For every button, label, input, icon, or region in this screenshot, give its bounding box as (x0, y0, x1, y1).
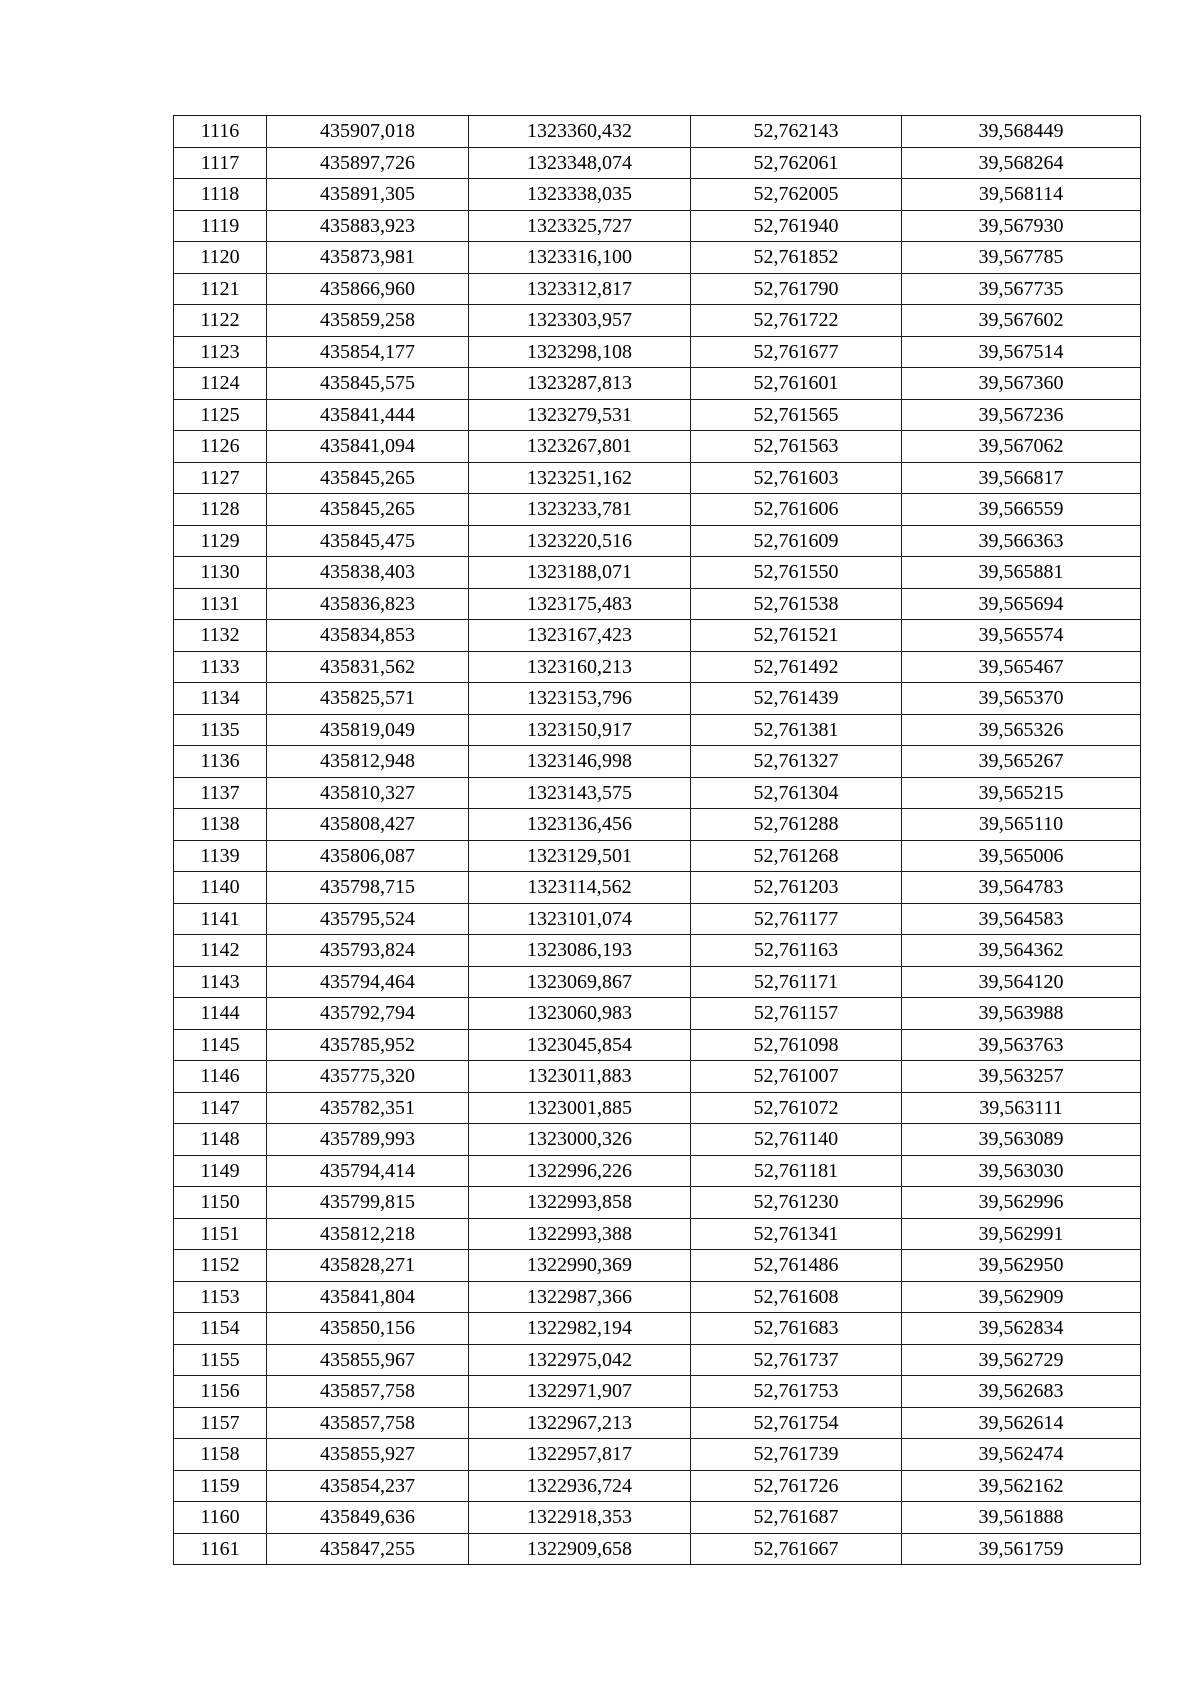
x-coordinate-cell: 435855,927 (267, 1439, 469, 1471)
longitude-cell: 39,562474 (902, 1439, 1141, 1471)
latitude-cell: 52,761609 (691, 525, 902, 557)
latitude-cell: 52,761565 (691, 399, 902, 431)
x-coordinate-cell: 435785,952 (267, 1029, 469, 1061)
y-coordinate-cell: 1322957,817 (469, 1439, 691, 1471)
point-number-cell: 1135 (174, 714, 267, 746)
table-row (174, 714, 1141, 746)
point-number-cell: 1142 (174, 935, 267, 967)
x-coordinate-cell: 435828,271 (267, 1250, 469, 1282)
y-coordinate-cell: 1322993,388 (469, 1218, 691, 1250)
x-coordinate-cell: 435845,475 (267, 525, 469, 557)
longitude-cell: 39,562614 (902, 1407, 1141, 1439)
x-coordinate-cell: 435849,636 (267, 1502, 469, 1534)
point-number-cell: 1128 (174, 494, 267, 526)
longitude-cell: 39,563030 (902, 1155, 1141, 1187)
y-coordinate-cell: 1323114,562 (469, 872, 691, 904)
y-coordinate-cell: 1323316,100 (469, 242, 691, 274)
table-row (174, 872, 1141, 904)
y-coordinate-cell: 1322996,226 (469, 1155, 691, 1187)
table-row (174, 399, 1141, 431)
longitude-cell: 39,564583 (902, 903, 1141, 935)
longitude-cell: 39,562950 (902, 1250, 1141, 1282)
point-number-cell: 1131 (174, 588, 267, 620)
y-coordinate-cell: 1323348,074 (469, 147, 691, 179)
latitude-cell: 52,761722 (691, 305, 902, 337)
longitude-cell: 39,562909 (902, 1281, 1141, 1313)
table-row (174, 683, 1141, 715)
x-coordinate-cell: 435836,823 (267, 588, 469, 620)
point-number-cell: 1147 (174, 1092, 267, 1124)
x-coordinate-cell: 435834,853 (267, 620, 469, 652)
x-coordinate-cell: 435819,049 (267, 714, 469, 746)
y-coordinate-cell: 1323045,854 (469, 1029, 691, 1061)
latitude-cell: 52,761603 (691, 462, 902, 494)
point-number-cell: 1127 (174, 462, 267, 494)
table-row (174, 431, 1141, 463)
x-coordinate-cell: 435873,981 (267, 242, 469, 274)
x-coordinate-cell: 435782,351 (267, 1092, 469, 1124)
y-coordinate-cell: 1323011,883 (469, 1061, 691, 1093)
x-coordinate-cell: 435854,237 (267, 1470, 469, 1502)
point-number-cell: 1117 (174, 147, 267, 179)
longitude-cell: 39,563111 (902, 1092, 1141, 1124)
table-row (174, 1344, 1141, 1376)
table-row (174, 242, 1141, 274)
longitude-cell: 39,567735 (902, 273, 1141, 305)
latitude-cell: 52,761439 (691, 683, 902, 715)
table-row (174, 525, 1141, 557)
table-row (174, 305, 1141, 337)
latitude-cell: 52,761753 (691, 1376, 902, 1408)
latitude-cell: 52,761550 (691, 557, 902, 589)
table-row (174, 1407, 1141, 1439)
point-number-cell: 1149 (174, 1155, 267, 1187)
table-row (174, 336, 1141, 368)
point-number-cell: 1145 (174, 1029, 267, 1061)
latitude-cell: 52,761538 (691, 588, 902, 620)
point-number-cell: 1154 (174, 1313, 267, 1345)
y-coordinate-cell: 1323000,326 (469, 1124, 691, 1156)
y-coordinate-cell: 1323143,575 (469, 777, 691, 809)
longitude-cell: 39,564362 (902, 935, 1141, 967)
point-number-cell: 1120 (174, 242, 267, 274)
latitude-cell: 52,761072 (691, 1092, 902, 1124)
longitude-cell: 39,567785 (902, 242, 1141, 274)
point-number-cell: 1158 (174, 1439, 267, 1471)
longitude-cell: 39,564120 (902, 966, 1141, 998)
longitude-cell: 39,563988 (902, 998, 1141, 1030)
latitude-cell: 52,762005 (691, 179, 902, 211)
x-coordinate-cell: 435845,575 (267, 368, 469, 400)
longitude-cell: 39,563089 (902, 1124, 1141, 1156)
x-coordinate-cell: 435866,960 (267, 273, 469, 305)
table-row (174, 903, 1141, 935)
longitude-cell: 39,565110 (902, 809, 1141, 841)
point-number-cell: 1134 (174, 683, 267, 715)
latitude-cell: 52,761381 (691, 714, 902, 746)
y-coordinate-cell: 1323129,501 (469, 840, 691, 872)
latitude-cell: 52,761492 (691, 651, 902, 683)
longitude-cell: 39,565370 (902, 683, 1141, 715)
longitude-cell: 39,567062 (902, 431, 1141, 463)
point-number-cell: 1133 (174, 651, 267, 683)
table-row (174, 840, 1141, 872)
table-row (174, 651, 1141, 683)
table-row (174, 1313, 1141, 1345)
x-coordinate-cell: 435795,524 (267, 903, 469, 935)
longitude-cell: 39,562683 (902, 1376, 1141, 1408)
point-number-cell: 1124 (174, 368, 267, 400)
y-coordinate-cell: 1323060,983 (469, 998, 691, 1030)
y-coordinate-cell: 1322975,042 (469, 1344, 691, 1376)
x-coordinate-cell: 435794,414 (267, 1155, 469, 1187)
point-number-cell: 1156 (174, 1376, 267, 1408)
latitude-cell: 52,761608 (691, 1281, 902, 1313)
longitude-cell: 39,563257 (902, 1061, 1141, 1093)
y-coordinate-cell: 1322918,353 (469, 1502, 691, 1534)
longitude-cell: 39,562991 (902, 1218, 1141, 1250)
y-coordinate-cell: 1323303,957 (469, 305, 691, 337)
latitude-cell: 52,761288 (691, 809, 902, 841)
x-coordinate-cell: 435838,403 (267, 557, 469, 589)
longitude-cell: 39,565267 (902, 746, 1141, 778)
y-coordinate-cell: 1322971,907 (469, 1376, 691, 1408)
longitude-cell: 39,567236 (902, 399, 1141, 431)
table-row (174, 116, 1141, 148)
longitude-cell: 39,566363 (902, 525, 1141, 557)
x-coordinate-cell: 435810,327 (267, 777, 469, 809)
table-row (174, 588, 1141, 620)
latitude-cell: 52,761852 (691, 242, 902, 274)
latitude-cell: 52,761754 (691, 1407, 902, 1439)
x-coordinate-cell: 435855,967 (267, 1344, 469, 1376)
x-coordinate-cell: 435854,177 (267, 336, 469, 368)
y-coordinate-cell: 1323287,813 (469, 368, 691, 400)
table-row (174, 620, 1141, 652)
table-row (174, 1124, 1141, 1156)
latitude-cell: 52,761940 (691, 210, 902, 242)
latitude-cell: 52,761341 (691, 1218, 902, 1250)
x-coordinate-cell: 435798,715 (267, 872, 469, 904)
longitude-cell: 39,565215 (902, 777, 1141, 809)
y-coordinate-cell: 1323267,801 (469, 431, 691, 463)
x-coordinate-cell: 435859,258 (267, 305, 469, 337)
point-number-cell: 1151 (174, 1218, 267, 1250)
point-number-cell: 1157 (174, 1407, 267, 1439)
x-coordinate-cell: 435793,824 (267, 935, 469, 967)
point-number-cell: 1136 (174, 746, 267, 778)
longitude-cell: 39,565694 (902, 588, 1141, 620)
y-coordinate-cell: 1323325,727 (469, 210, 691, 242)
latitude-cell: 52,761486 (691, 1250, 902, 1282)
table-row (174, 998, 1141, 1030)
y-coordinate-cell: 1323167,423 (469, 620, 691, 652)
x-coordinate-cell: 435897,726 (267, 147, 469, 179)
x-coordinate-cell: 435857,758 (267, 1376, 469, 1408)
x-coordinate-cell: 435850,156 (267, 1313, 469, 1345)
latitude-cell: 52,761327 (691, 746, 902, 778)
longitude-cell: 39,562834 (902, 1313, 1141, 1345)
point-number-cell: 1146 (174, 1061, 267, 1093)
latitude-cell: 52,761140 (691, 1124, 902, 1156)
longitude-cell: 39,568114 (902, 179, 1141, 211)
x-coordinate-cell: 435794,464 (267, 966, 469, 998)
latitude-cell: 52,761601 (691, 368, 902, 400)
longitude-cell: 39,566559 (902, 494, 1141, 526)
table-row (174, 1376, 1141, 1408)
latitude-cell: 52,761521 (691, 620, 902, 652)
latitude-cell: 52,762143 (691, 116, 902, 148)
x-coordinate-cell: 435831,562 (267, 651, 469, 683)
latitude-cell: 52,761563 (691, 431, 902, 463)
point-number-cell: 1137 (174, 777, 267, 809)
longitude-cell: 39,562162 (902, 1470, 1141, 1502)
y-coordinate-cell: 1323086,193 (469, 935, 691, 967)
point-number-cell: 1153 (174, 1281, 267, 1313)
x-coordinate-cell: 435847,255 (267, 1533, 469, 1565)
table-row (174, 273, 1141, 305)
latitude-cell: 52,761157 (691, 998, 902, 1030)
table-row (174, 809, 1141, 841)
y-coordinate-cell: 1323160,213 (469, 651, 691, 683)
y-coordinate-cell: 1323220,516 (469, 525, 691, 557)
latitude-cell: 52,761683 (691, 1313, 902, 1345)
latitude-cell: 52,761098 (691, 1029, 902, 1061)
point-number-cell: 1125 (174, 399, 267, 431)
y-coordinate-cell: 1323153,796 (469, 683, 691, 715)
latitude-cell: 52,761304 (691, 777, 902, 809)
latitude-cell: 52,761268 (691, 840, 902, 872)
x-coordinate-cell: 435907,018 (267, 116, 469, 148)
latitude-cell: 52,761737 (691, 1344, 902, 1376)
point-number-cell: 1121 (174, 273, 267, 305)
coordinates-table (173, 115, 1141, 1565)
table-row (174, 494, 1141, 526)
point-number-cell: 1123 (174, 336, 267, 368)
y-coordinate-cell: 1323188,071 (469, 557, 691, 589)
x-coordinate-cell: 435841,444 (267, 399, 469, 431)
table-row (174, 746, 1141, 778)
x-coordinate-cell: 435857,758 (267, 1407, 469, 1439)
x-coordinate-cell: 435806,087 (267, 840, 469, 872)
point-number-cell: 1122 (174, 305, 267, 337)
x-coordinate-cell: 435841,804 (267, 1281, 469, 1313)
x-coordinate-cell: 435883,923 (267, 210, 469, 242)
latitude-cell: 52,761177 (691, 903, 902, 935)
y-coordinate-cell: 1323175,483 (469, 588, 691, 620)
longitude-cell: 39,565881 (902, 557, 1141, 589)
y-coordinate-cell: 1323001,885 (469, 1092, 691, 1124)
point-number-cell: 1140 (174, 872, 267, 904)
point-number-cell: 1141 (174, 903, 267, 935)
point-number-cell: 1116 (174, 116, 267, 148)
y-coordinate-cell: 1323360,432 (469, 116, 691, 148)
table-row (174, 1502, 1141, 1534)
table-row (174, 777, 1141, 809)
longitude-cell: 39,561888 (902, 1502, 1141, 1534)
latitude-cell: 52,761007 (691, 1061, 902, 1093)
x-coordinate-cell: 435808,427 (267, 809, 469, 841)
point-number-cell: 1129 (174, 525, 267, 557)
point-number-cell: 1159 (174, 1470, 267, 1502)
longitude-cell: 39,562729 (902, 1344, 1141, 1376)
point-number-cell: 1130 (174, 557, 267, 589)
table-row (174, 557, 1141, 589)
longitude-cell: 39,565006 (902, 840, 1141, 872)
y-coordinate-cell: 1322967,213 (469, 1407, 691, 1439)
coordinates-table-body (174, 116, 1141, 1565)
x-coordinate-cell: 435789,993 (267, 1124, 469, 1156)
point-number-cell: 1148 (174, 1124, 267, 1156)
x-coordinate-cell: 435775,320 (267, 1061, 469, 1093)
latitude-cell: 52,762061 (691, 147, 902, 179)
y-coordinate-cell: 1323279,531 (469, 399, 691, 431)
point-number-cell: 1138 (174, 809, 267, 841)
longitude-cell: 39,568264 (902, 147, 1141, 179)
longitude-cell: 39,563763 (902, 1029, 1141, 1061)
x-coordinate-cell: 435792,794 (267, 998, 469, 1030)
y-coordinate-cell: 1323150,917 (469, 714, 691, 746)
x-coordinate-cell: 435845,265 (267, 462, 469, 494)
y-coordinate-cell: 1323101,074 (469, 903, 691, 935)
point-number-cell: 1161 (174, 1533, 267, 1565)
y-coordinate-cell: 1322909,658 (469, 1533, 691, 1565)
table-row (174, 1092, 1141, 1124)
point-number-cell: 1132 (174, 620, 267, 652)
y-coordinate-cell: 1322936,724 (469, 1470, 691, 1502)
x-coordinate-cell: 435825,571 (267, 683, 469, 715)
point-number-cell: 1144 (174, 998, 267, 1030)
longitude-cell: 39,567930 (902, 210, 1141, 242)
y-coordinate-cell: 1323069,867 (469, 966, 691, 998)
latitude-cell: 52,761667 (691, 1533, 902, 1565)
table-row (174, 1439, 1141, 1471)
longitude-cell: 39,561759 (902, 1533, 1141, 1565)
table-row (174, 1155, 1141, 1187)
x-coordinate-cell: 435845,265 (267, 494, 469, 526)
table-row (174, 210, 1141, 242)
latitude-cell: 52,761739 (691, 1439, 902, 1471)
y-coordinate-cell: 1322987,366 (469, 1281, 691, 1313)
y-coordinate-cell: 1323251,162 (469, 462, 691, 494)
x-coordinate-cell: 435812,948 (267, 746, 469, 778)
table-row (174, 1250, 1141, 1282)
table-row (174, 935, 1141, 967)
table-row (174, 1533, 1141, 1565)
point-number-cell: 1155 (174, 1344, 267, 1376)
longitude-cell: 39,566817 (902, 462, 1141, 494)
longitude-cell: 39,565467 (902, 651, 1141, 683)
point-number-cell: 1118 (174, 179, 267, 211)
table-row (174, 1281, 1141, 1313)
y-coordinate-cell: 1322993,858 (469, 1187, 691, 1219)
table-row (174, 147, 1141, 179)
longitude-cell: 39,567602 (902, 305, 1141, 337)
y-coordinate-cell: 1323233,781 (469, 494, 691, 526)
point-number-cell: 1126 (174, 431, 267, 463)
point-number-cell: 1160 (174, 1502, 267, 1534)
y-coordinate-cell: 1322990,369 (469, 1250, 691, 1282)
point-number-cell: 1139 (174, 840, 267, 872)
latitude-cell: 52,761687 (691, 1502, 902, 1534)
y-coordinate-cell: 1323136,456 (469, 809, 691, 841)
x-coordinate-cell: 435799,815 (267, 1187, 469, 1219)
x-coordinate-cell: 435891,305 (267, 179, 469, 211)
longitude-cell: 39,567514 (902, 336, 1141, 368)
latitude-cell: 52,761606 (691, 494, 902, 526)
table-row (174, 966, 1141, 998)
table-row (174, 462, 1141, 494)
longitude-cell: 39,564783 (902, 872, 1141, 904)
longitude-cell: 39,567360 (902, 368, 1141, 400)
longitude-cell: 39,562996 (902, 1187, 1141, 1219)
table-row (174, 1218, 1141, 1250)
longitude-cell: 39,568449 (902, 116, 1141, 148)
y-coordinate-cell: 1322982,194 (469, 1313, 691, 1345)
table-row (174, 179, 1141, 211)
latitude-cell: 52,761230 (691, 1187, 902, 1219)
x-coordinate-cell: 435841,094 (267, 431, 469, 463)
table-row (174, 368, 1141, 400)
y-coordinate-cell: 1323338,035 (469, 179, 691, 211)
y-coordinate-cell: 1323312,817 (469, 273, 691, 305)
latitude-cell: 52,761726 (691, 1470, 902, 1502)
longitude-cell: 39,565326 (902, 714, 1141, 746)
longitude-cell: 39,565574 (902, 620, 1141, 652)
latitude-cell: 52,761163 (691, 935, 902, 967)
latitude-cell: 52,761171 (691, 966, 902, 998)
latitude-cell: 52,761181 (691, 1155, 902, 1187)
table-row (174, 1187, 1141, 1219)
latitude-cell: 52,761203 (691, 872, 902, 904)
table-row (174, 1061, 1141, 1093)
latitude-cell: 52,761790 (691, 273, 902, 305)
latitude-cell: 52,761677 (691, 336, 902, 368)
x-coordinate-cell: 435812,218 (267, 1218, 469, 1250)
point-number-cell: 1143 (174, 966, 267, 998)
y-coordinate-cell: 1323146,998 (469, 746, 691, 778)
point-number-cell: 1119 (174, 210, 267, 242)
table-row (174, 1470, 1141, 1502)
point-number-cell: 1152 (174, 1250, 267, 1282)
point-number-cell: 1150 (174, 1187, 267, 1219)
table-row (174, 1029, 1141, 1061)
y-coordinate-cell: 1323298,108 (469, 336, 691, 368)
